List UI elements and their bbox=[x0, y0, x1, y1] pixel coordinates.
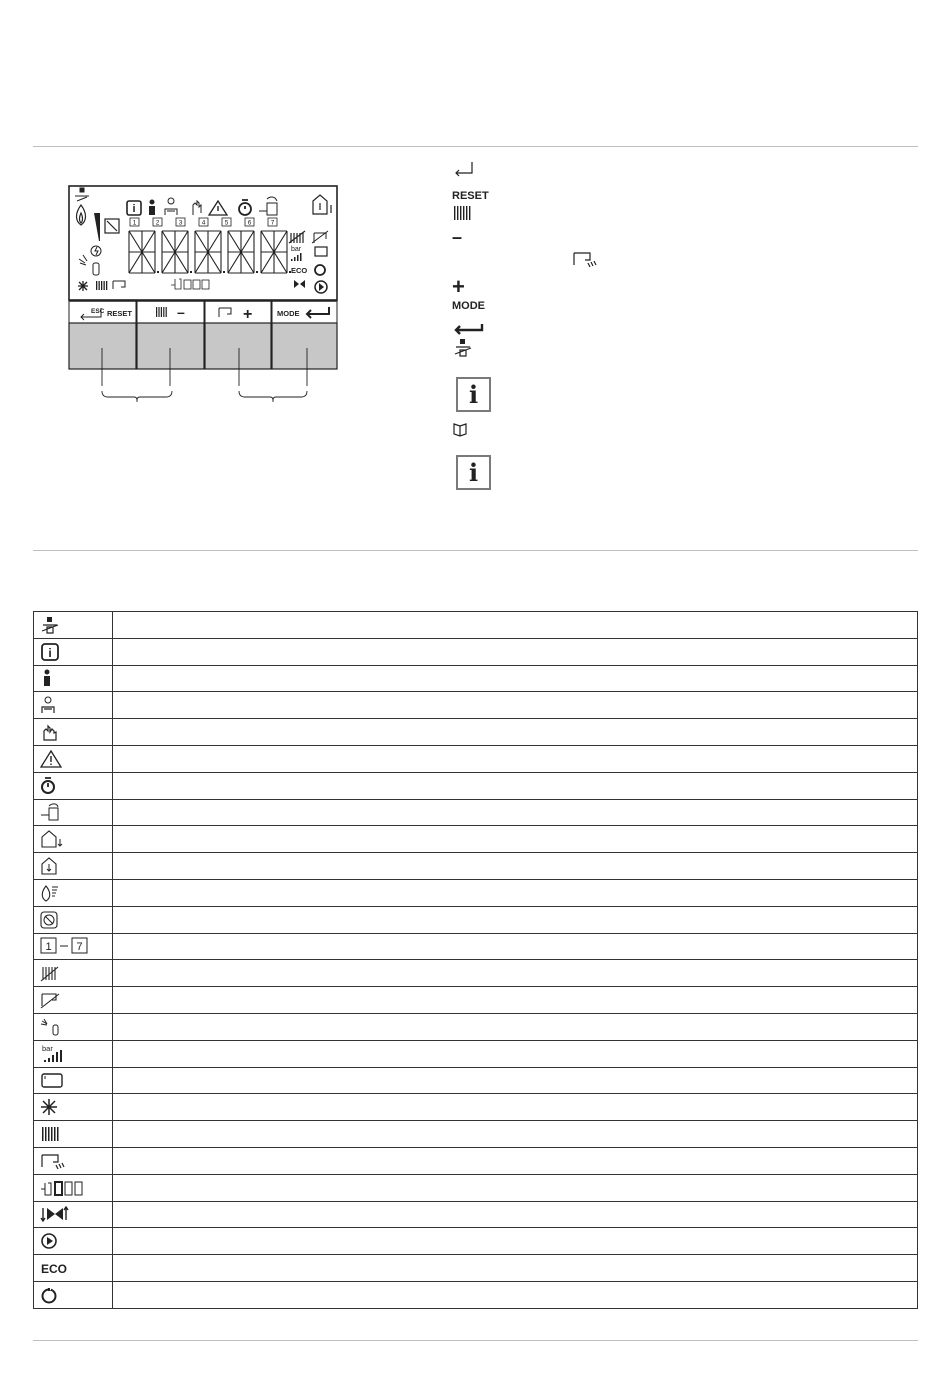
pressure-icon bbox=[34, 1040, 113, 1067]
warning-icon bbox=[209, 201, 227, 215]
house-temp-icon bbox=[313, 195, 331, 214]
frost-icon bbox=[34, 1094, 113, 1121]
esc-label: ESC bbox=[91, 308, 105, 315]
table-row bbox=[34, 612, 918, 639]
table-row bbox=[34, 1174, 918, 1201]
table-row bbox=[34, 1067, 918, 1094]
table-row bbox=[34, 960, 918, 987]
channel-7: 7 bbox=[270, 219, 275, 227]
dhw-button-tap-icon bbox=[219, 308, 231, 317]
eco-icon bbox=[34, 1255, 113, 1282]
service-icon bbox=[34, 1067, 113, 1094]
svg-text:7: 7 bbox=[76, 941, 83, 954]
eco-label: ECO bbox=[291, 266, 308, 275]
info-icon bbox=[34, 638, 113, 665]
user-icon bbox=[34, 665, 113, 692]
standby-icon bbox=[315, 265, 325, 275]
table-row bbox=[34, 1013, 918, 1040]
mode-label: MODE bbox=[277, 309, 300, 318]
table-row bbox=[34, 1201, 918, 1228]
solar-icon bbox=[79, 255, 87, 265]
svg-text:i: i bbox=[132, 203, 136, 215]
enter-arrow-icon bbox=[307, 307, 329, 318]
legend-plus-label: + bbox=[452, 274, 465, 299]
middle-rule bbox=[33, 550, 918, 551]
table-row bbox=[34, 1094, 918, 1121]
manual-hand-icon bbox=[34, 719, 113, 746]
table-row bbox=[34, 987, 918, 1014]
heating-off-icon bbox=[34, 960, 113, 987]
mode-enter-button[interactable] bbox=[272, 323, 337, 369]
digit-cell bbox=[261, 231, 287, 273]
digit-cell bbox=[228, 231, 254, 273]
table-row bbox=[34, 933, 918, 960]
pressure-bars bbox=[291, 253, 302, 261]
legend-mode-label: MODE bbox=[452, 300, 485, 312]
legend-enter-arrow-icon bbox=[452, 322, 486, 336]
standby-icon bbox=[34, 1281, 113, 1308]
dhw-plus-button[interactable] bbox=[205, 323, 271, 369]
pump-icon bbox=[315, 281, 327, 293]
radiator-icon bbox=[96, 281, 107, 290]
decimal-dot bbox=[157, 271, 159, 273]
pump-icon bbox=[34, 1228, 113, 1255]
chimney-sweep-icon bbox=[75, 188, 89, 201]
radiator-icon bbox=[34, 1121, 113, 1148]
table-row bbox=[34, 1228, 918, 1255]
house-temp-out-icon bbox=[34, 826, 113, 853]
table-row bbox=[34, 799, 918, 826]
heating-minus-button[interactable] bbox=[137, 323, 204, 369]
storage-display-icon bbox=[34, 1174, 113, 1201]
timer-icon bbox=[239, 200, 251, 215]
legend-radiator-icon bbox=[452, 205, 472, 221]
channel-1: 1 bbox=[132, 219, 137, 227]
legend-reset-label: RESET bbox=[452, 190, 489, 202]
table-row bbox=[34, 692, 918, 719]
installer-icon bbox=[34, 692, 113, 719]
svg-text:ECO: ECO bbox=[41, 1262, 68, 1277]
reset-label: RESET bbox=[107, 309, 133, 318]
channel-numbers-icon bbox=[34, 933, 113, 960]
table-row bbox=[34, 665, 918, 692]
heating-off-icon bbox=[289, 231, 305, 243]
service-icon bbox=[315, 247, 327, 256]
storage-display-icon bbox=[171, 279, 209, 289]
table-row bbox=[34, 1040, 918, 1067]
info-icon bbox=[127, 201, 141, 215]
table-row bbox=[34, 745, 918, 772]
table-row bbox=[34, 853, 918, 880]
decimal-dot bbox=[190, 271, 192, 273]
svg-text:1: 1 bbox=[45, 941, 52, 954]
blocked-icon bbox=[34, 906, 113, 933]
flame-icon bbox=[77, 205, 86, 225]
esc-reset-button[interactable] bbox=[69, 323, 136, 369]
frost-icon bbox=[78, 281, 88, 291]
heating-button-radiator-icon bbox=[156, 307, 167, 317]
table-row bbox=[34, 906, 918, 933]
warning-icon bbox=[34, 745, 113, 772]
blocked-icon bbox=[105, 219, 119, 233]
table-row bbox=[34, 772, 918, 799]
svg-text:bar: bar bbox=[42, 1043, 53, 1053]
control-panel-diagram bbox=[67, 183, 347, 423]
pressure-label: bar bbox=[291, 246, 302, 253]
dhw-tank-icon bbox=[259, 197, 277, 215]
minus-label: – bbox=[177, 304, 185, 320]
dhw-tank-icon bbox=[34, 799, 113, 826]
legend-minus-label: – bbox=[452, 227, 463, 247]
digit-cell bbox=[129, 231, 155, 273]
tank-icon bbox=[93, 263, 99, 275]
svg-text:i: i bbox=[48, 645, 52, 660]
flame-modulation-icon bbox=[34, 879, 113, 906]
table-row bbox=[34, 719, 918, 746]
table-row bbox=[34, 1121, 918, 1148]
bottom-rule bbox=[33, 1340, 918, 1341]
info-note-icon-1: i bbox=[456, 377, 491, 412]
chimney-sweep-icon bbox=[34, 612, 113, 639]
table-row bbox=[34, 638, 918, 665]
channel-5: 5 bbox=[224, 219, 229, 227]
tap-icon bbox=[113, 281, 125, 289]
channel-2: 2 bbox=[155, 219, 160, 227]
symbols-table bbox=[33, 611, 918, 1309]
enter-key-icon bbox=[452, 160, 476, 178]
legend-chimney-sweep-icon bbox=[452, 338, 474, 358]
channel-3: 3 bbox=[178, 219, 183, 227]
house-temp-in-icon bbox=[34, 853, 113, 880]
lightning-icon bbox=[91, 246, 101, 256]
table-row bbox=[34, 1147, 918, 1174]
table-row bbox=[34, 1255, 918, 1282]
dhw-off-icon bbox=[34, 987, 113, 1014]
info-note-icon-2: i bbox=[456, 455, 491, 490]
legend-tap-icon bbox=[572, 251, 598, 269]
table-row bbox=[34, 1281, 918, 1308]
valve-icon bbox=[294, 280, 305, 288]
dhw-off-icon bbox=[312, 231, 328, 243]
plus-label: + bbox=[243, 306, 253, 323]
tap-icon bbox=[34, 1147, 113, 1174]
segment-display bbox=[129, 231, 291, 273]
decimal-dot bbox=[256, 271, 258, 273]
channel-4: 4 bbox=[201, 219, 206, 227]
manual-hand-icon bbox=[193, 201, 201, 215]
table-row bbox=[34, 879, 918, 906]
manual-book-icon bbox=[452, 421, 468, 437]
solar-tank-icon bbox=[34, 1013, 113, 1040]
channel-6: 6 bbox=[247, 219, 252, 227]
timer-icon bbox=[34, 772, 113, 799]
top-rule bbox=[33, 146, 918, 147]
decimal-dot bbox=[223, 271, 225, 273]
user-icon bbox=[149, 200, 155, 216]
table-row bbox=[34, 826, 918, 853]
three-way-valve-icon bbox=[34, 1201, 113, 1228]
digit-cell bbox=[195, 231, 221, 273]
channel-boxes bbox=[130, 218, 277, 227]
digit-cell bbox=[162, 231, 188, 273]
installer-icon bbox=[165, 198, 177, 215]
modulation-bar-icon bbox=[94, 213, 100, 241]
lcd-button-row bbox=[69, 301, 337, 323]
